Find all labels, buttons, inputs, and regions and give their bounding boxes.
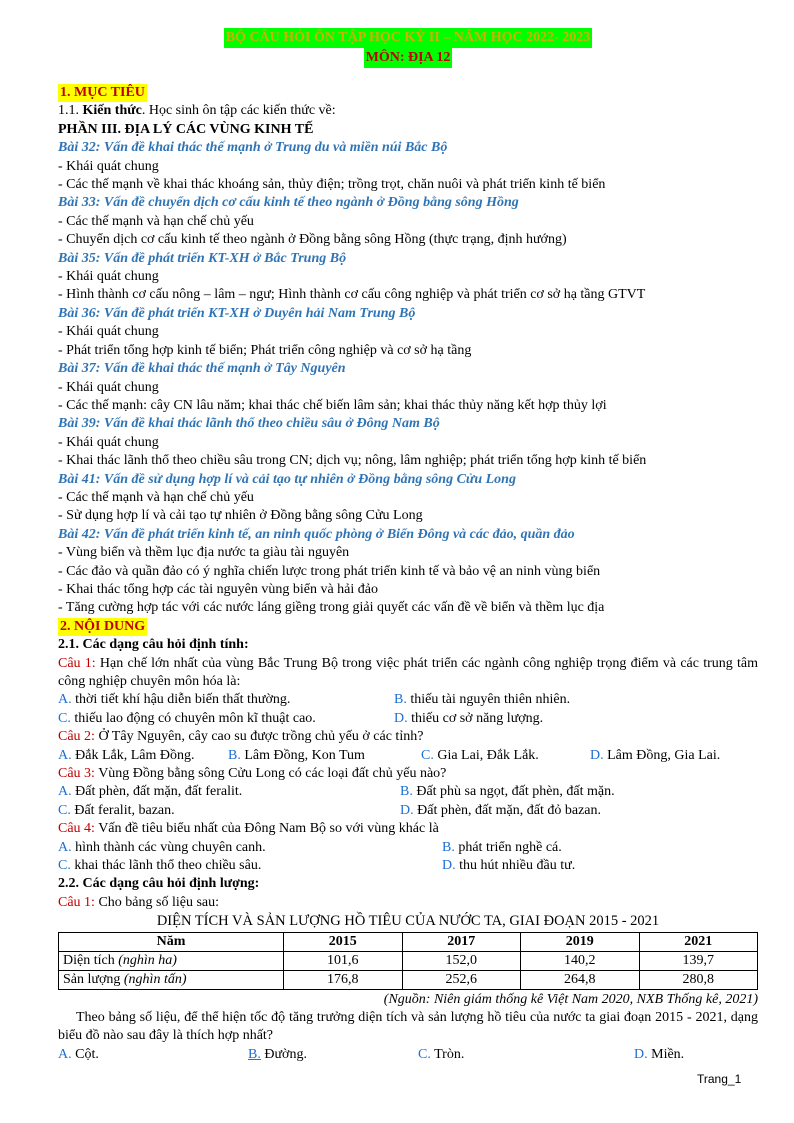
part-title: PHẦN III. ĐỊA LÝ CÁC VÙNG KINH TẾ bbox=[58, 121, 314, 137]
lesson-33: Bài 33: Vấn đề chuyển dịch cơ cấu kinh tế theo ngành ở Đồng bằng sông Hồng - Các thế mạnh và hạn chế chủ yếu - Chuyển dịch cơ cấu kinh tế theo ngành ở Đồng bằng sông Hồng (thực trạng, định hướng) bbox=[58, 195, 567, 248]
question-4: Câu 4: Vấn đề tiêu biểu nhất của Đông Nam Bộ so với vùng khác là A. hình thành các vùng chuyên canh. B. phát triển nghề cá. C. khai thác lãnh thổ theo chiều sâu. D. thu hút nhiều đầu tư. bbox=[58, 821, 576, 874]
lesson-42: Bài 42: Vấn đề phát triển kinh tế, an ninh quốc phòng ở Biển Đông và các đảo, quần đảo - Vùng biển và thềm lục địa nước ta giàu tài nguyên - Các đảo và quần đảo có ý nghĩa chiến lược trong phát triển kinh tế và bảo vệ an ninh vùng biển - Khai thác tổng hợp các tài nguyên vùng biển và hải đảo - Tăng cường hợp tác với các nước láng giềng trong giải quyết các vấn đề về biển và thềm lục địa bbox=[58, 526, 605, 616]
qualitative-heading: 2.1. Các dạng câu hỏi định tính: bbox=[58, 637, 249, 653]
question-text: Theo bảng số liệu, để thể hiện tốc độ tăng trưởng diện tích và sản lượng hồ tiêu của nước ta giai đoạn 2015 - 2021, dạng biểu đồ nào sau đây là thích hợp nhất? bbox=[58, 1009, 758, 1044]
lesson-37: Bài 37: Vấn đề khai thác thế mạnh ở Tây Nguyên - Khái quát chung - Các thế mạnh: cây CN lâu năm; khai thác chế biến lâm sản; khai thác thủy năng kết hợp thủy lợi bbox=[58, 361, 607, 413]
data-table bbox=[58, 932, 758, 990]
lesson-32: Bài 32: Vấn đề khai thác thế mạnh ở Trung du và miền núi Bắc Bộ - Khái quát chung - Các thế mạnh về khai thác khoáng sản, thủy điện; trồng trọt, chăn nuôi và phát triển kinh tế biển bbox=[58, 140, 606, 193]
question-2: Câu 2: Ở Tây Nguyên, cây cao su được trồng chủ yếu ở các tỉnh? A. Đắk Lắk, Lâm Đồng. B. Lâm Đồng, Kon Tum C. Gia Lai, Đắk Lắk. D. Lâm Đồng, Gia Lai. bbox=[58, 729, 721, 763]
section-heading-content: 2. NỘI DUNG bbox=[60, 618, 146, 634]
question-quantitative-1: Câu 1: Cho bảng số liệu sau: DIỆN TÍCH VÀ SẢN LƯỢNG HỒ TIÊU CỦA NƯỚC TA, GIAI ĐOẠN 2015 - 2021 Năm 2015 2017 2019 2021 Diện tích (nghìn ha) 101,6 152,0 140,2 139,7 Sản lượng (nghìn tấn) 176,8 252,6 264,8 280,8 (Nguồn: Niên giám thống kê Việt Nam 2020, NXB Thống kê, 2021) Theo bảng số liệu, để thể hiện tốc độ tăng trưởng diện tích và sản lượng hồ tiêu của nước ta giai đoạn 2015 - 2021, dạng biểu đồ nào sau đây là thích hợp nhất? A. Cột. B. Đường. C. Tròn. D. Miền. bbox=[58, 894, 758, 1062]
question-3: Câu 3: Vùng Đồng bằng sông Cửu Long có các loại đất chủ yếu nào? A. Đất phèn, đất mặn, đất feralit. B. Đất phù sa ngọt, đất phèn, đất mặn. C. Đất feralit, bazan. D. Đất phèn, đất mặn, đất đỏ bazan. bbox=[58, 766, 615, 818]
table-row: Diện tích (nghìn ha) 101,6 152,0 140,2 139,7 bbox=[59, 951, 758, 970]
subject-title: MÔN: ĐỊA 12 bbox=[364, 48, 453, 68]
section-heading-objectives: 1. MỤC TIÊU bbox=[60, 85, 145, 100]
header bbox=[58, 28, 758, 68]
document-title: BỘ CÂU HỎI ÔN TẬP HỌC KỲ II – NĂM HỌC 2022- 2023 bbox=[224, 28, 593, 48]
knowledge-line: 1.1. Kiến thức. Học sinh ôn tập các kiến thức về: bbox=[58, 103, 336, 119]
table-source: (Nguồn: Niên giám thống kê Việt Nam 2020, NXB Thống kê, 2021) bbox=[383, 991, 758, 1007]
lesson-36: Bài 36: Vấn đề phát triển KT-XH ở Duyên hải Nam Trung Bộ - Khái quát chung - Phát triển tổng hợp kinh tế biển; Phát triển công nghiệp và cơ sở hạ tầng bbox=[58, 305, 472, 358]
lesson-41: Bài 41: Vấn đề sử dụng hợp lí và cải tạo tự nhiên ở Đồng bằng sông Cửu Long - Các thế mạnh và hạn chế chủ yếu - Sử dụng hợp lí và cải tạo tự nhiên ở Đồng bằng sông Cửu Long bbox=[58, 471, 516, 524]
quantitative-heading: 2.2. Các dạng câu hỏi định lượng: bbox=[58, 876, 260, 892]
lesson-39: Bài 39: Vấn đề khai thác lãnh thổ theo chiều sâu ở Đông Nam Bộ - Khái quát chung - Khai thác lãnh thổ theo chiều sâu trong CN; dịch vụ; nông, lâm nghiệp; phát triển tổng hợp kinh tế biển bbox=[58, 416, 647, 469]
question-1: Câu 1: Hạn chế lớn nhất của vùng Bắc Trung Bộ trong việc phát triển các ngành công nghiệp trọng điểm và các trung tâm công nghiệp chuyên môn hóa là: A. thời tiết khí hậu diễn biến thất thường. B. thiếu tài nguyên thiên nhiên. C. thiếu lao động có chuyên môn kĩ thuật cao. D. thiếu cơ sở năng lượng. bbox=[58, 655, 758, 726]
table-row: Sản lượng (nghìn tấn) 176,8 252,6 264,8 280,8 bbox=[59, 970, 758, 989]
lesson-35: Bài 35: Vấn đề phát triển KT-XH ở Bắc Trung Bộ - Khái quát chung - Hình thành cơ cấu nông – lâm – ngư; Hình thành cơ cấu công nghiệp và phát triển cơ sở hạ tầng GTVT bbox=[58, 250, 646, 303]
page-number: Trang_1 bbox=[697, 1072, 742, 1086]
table-title: DIỆN TÍCH VÀ SẢN LƯỢNG HỒ TIÊU CỦA NƯỚC TA, GIAI ĐOẠN 2015 - 2021 bbox=[156, 913, 660, 930]
document-page bbox=[58, 28, 758, 1064]
table-header-row: Năm 2015 2017 2019 2021 bbox=[59, 932, 758, 951]
